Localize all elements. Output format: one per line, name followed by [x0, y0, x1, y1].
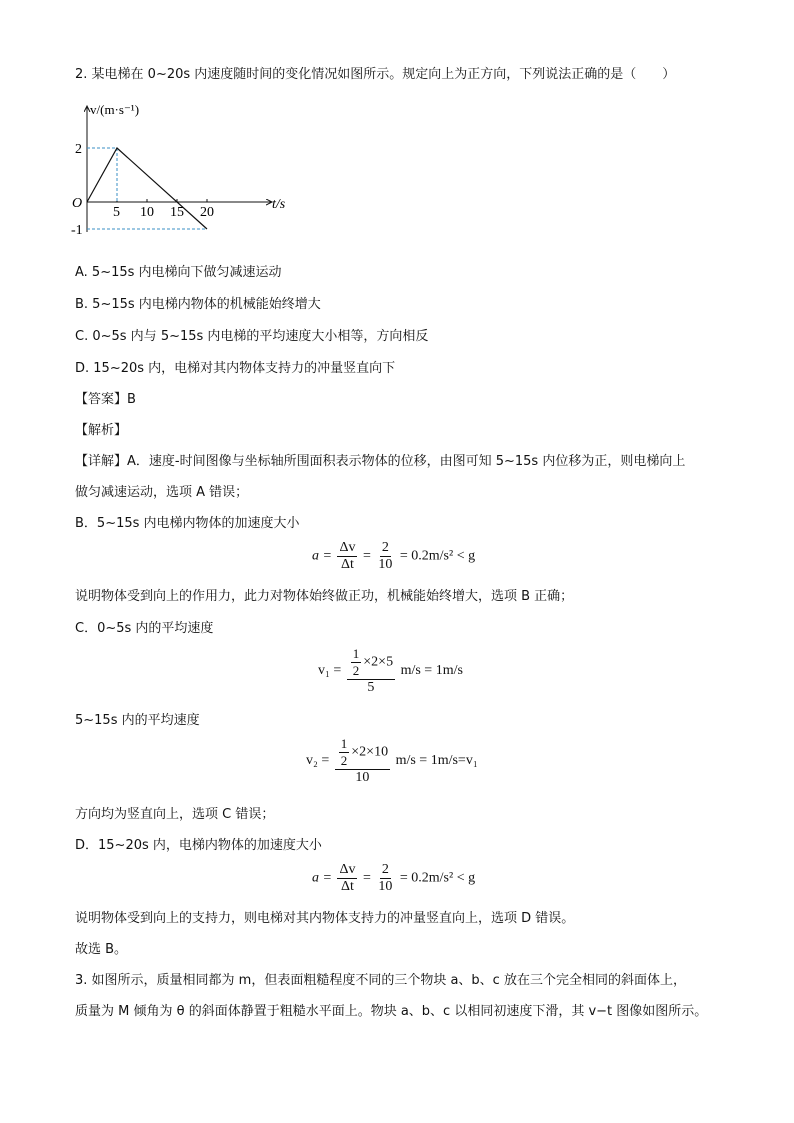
q3-line2: 质量为 M 倾角为 θ 的斜面体静置于粗糙水平面上。物块 a、b、c 以相同初速度下滑，其 v−t 图像如图所示。: [75, 1004, 708, 1019]
detail-b2: 说明物体受到向上的作用力，此力对物体始终做正功，机械能始终增大，选项 B 正确；: [75, 589, 574, 604]
option-a: A. 5~15s 内电梯向下做匀减速运动: [75, 265, 282, 280]
answer: 【答案】B: [75, 392, 136, 407]
x-axis-label: t/s: [272, 197, 286, 212]
detail-a-line2: 做匀减速运动，选项 A 错误；: [75, 485, 249, 500]
y-tick-label--1: -1: [71, 223, 83, 238]
origin-label: O: [72, 196, 83, 211]
detail-c: C．0~5s 内的平均速度: [75, 621, 214, 636]
equation-v2: v₂ = $\frac{1}{2}$ ×2×10 10 m/s = 1m/s=v₁: [306, 736, 478, 785]
x-tick-label-10: 10: [140, 205, 154, 220]
detail-a-line1: 【详解】A．速度-时间图像与坐标轴所围面积表示物体的位移，由图可知 5~15s 内位移为正，则电梯向上: [75, 454, 686, 469]
vt-chart: [70, 98, 300, 248]
equation-accel-b: a = $\frac{\Delta v}{\Delta t}$ = $\frac{2}{10}$ = 0.2m/s² < g: [312, 540, 476, 572]
q3-line1: 3. 如图所示，质量相同都为 m，但表面粗糙程度不同的三个物块 a、b、c 放在三个完全相同的斜面体上，: [75, 973, 686, 988]
equation-v1: v₁ = $\frac{1}{2}$ ×2×5 5 m/s = 1m/s: [318, 646, 463, 695]
detail-d: D．15~20s 内，电梯内物体的加速度大小: [75, 838, 322, 853]
option-b: B. 5~15s 内电梯内物体的机械能始终增大: [75, 297, 321, 312]
detail-c3: 方向均为竖直向上，选项 C 错误；: [75, 807, 275, 822]
option-c: C. 0~5s 内与 5~15s 内电梯的平均速度大小相等，方向相反: [75, 329, 429, 344]
x-tick-label-15: 15: [170, 205, 184, 220]
detail-c2: 5~15s 内的平均速度: [75, 713, 200, 728]
detail-b: B．5~15s 内电梯内物体的加速度大小: [75, 516, 300, 531]
y-axis-label: v/(m·s⁻¹): [90, 102, 140, 117]
y-tick-label-2: 2: [75, 142, 82, 157]
detail-d2: 说明物体受到向上的支持力，则电梯对其内物体支持力的冲量竖直向上，选项 D 错误。: [75, 911, 575, 926]
q2-stem: 2. 某电梯在 0~20s 内速度随时间的变化情况如图所示。规定向上为正方向，下列说法正确的是（ ）: [75, 67, 676, 82]
x-tick-label-20: 20: [200, 205, 214, 220]
equation-accel-d: a = $\frac{\Delta v}{\Delta t}$ = $\frac{2}{10}$ = 0.2m/s² < g: [312, 862, 476, 894]
x-tick-label-5: 5: [113, 205, 120, 220]
option-d: D. 15~20s 内，电梯对其内物体支持力的冲量竖直向下: [75, 361, 396, 376]
conclusion: 故选 B。: [75, 942, 128, 957]
analysis-label: 【解析】: [75, 423, 128, 438]
